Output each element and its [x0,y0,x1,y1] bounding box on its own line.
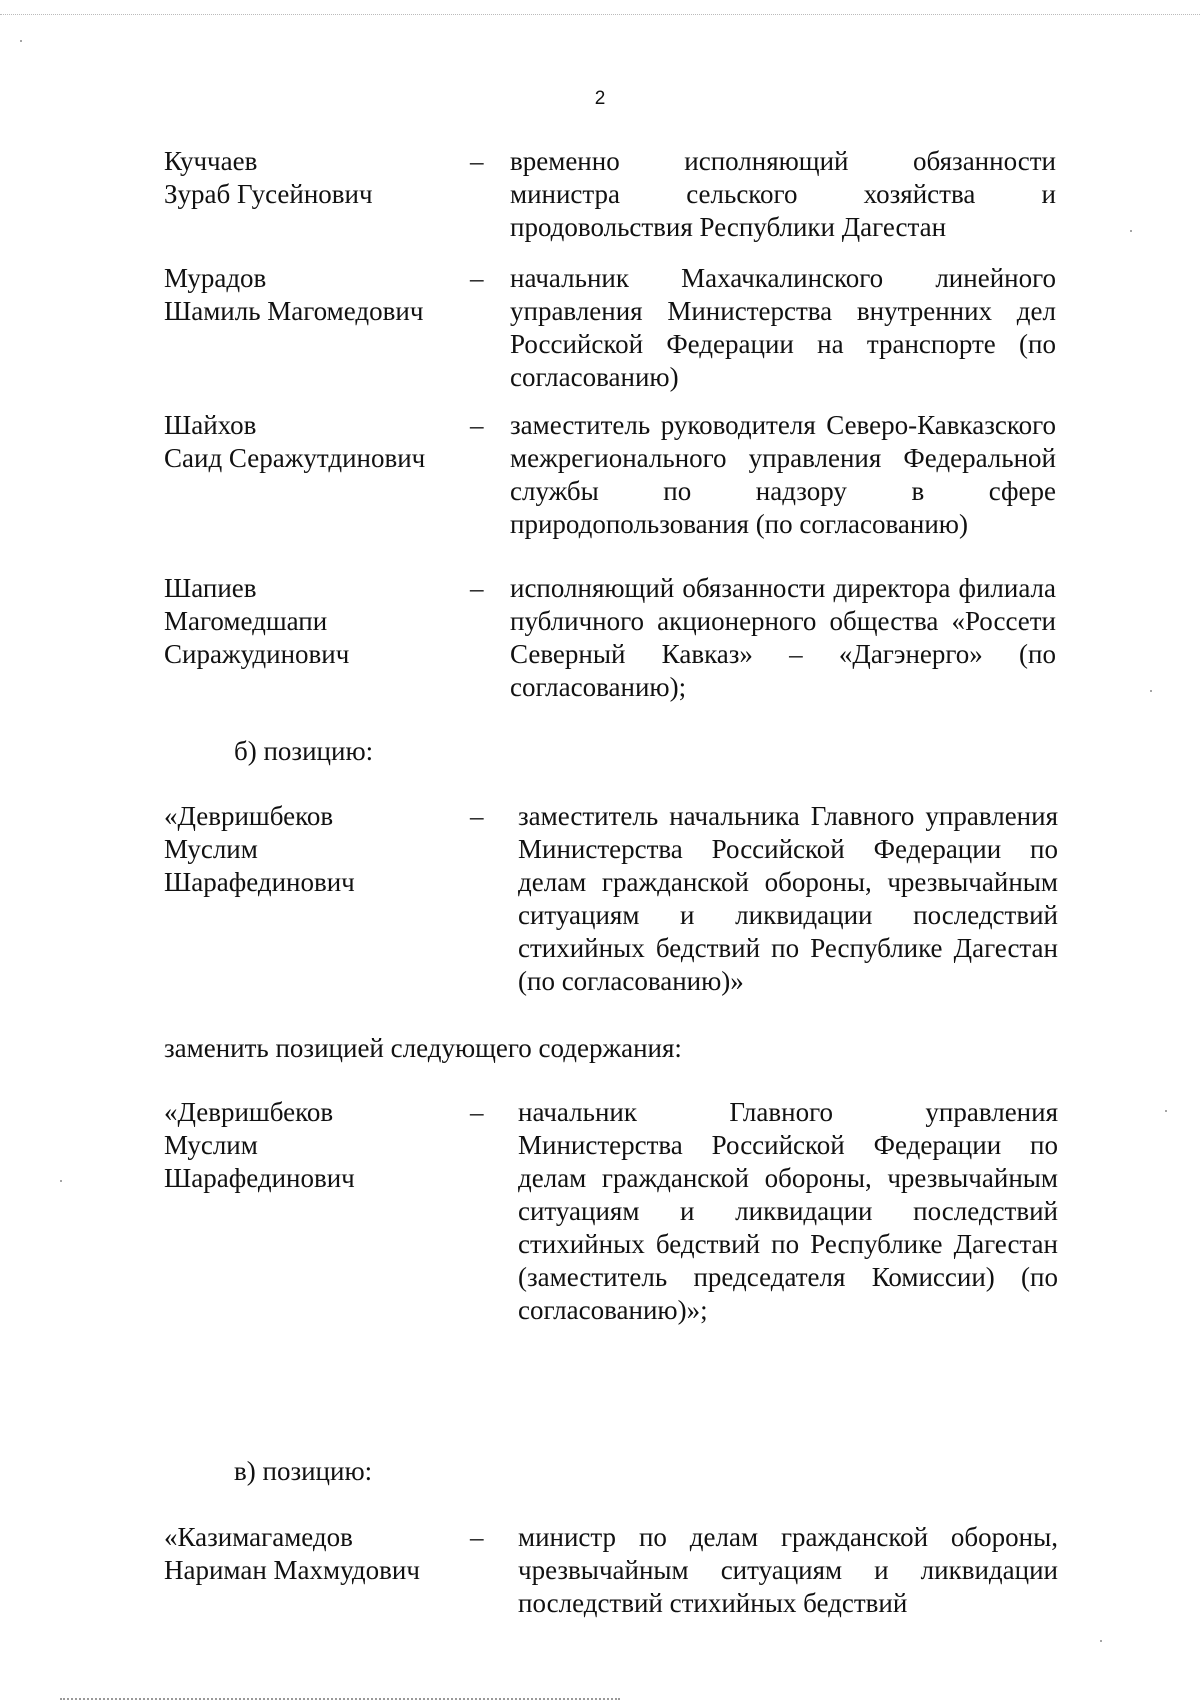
scan-speck [1150,690,1152,692]
member-name: Шапиев Магомедшапи Сиражудинович [164,573,350,669]
member-name: «Девришбеков Муслим Шарафединович [164,1097,355,1193]
member-name: Шайхов Саид Серажутдинович [164,410,426,473]
scan-speck [20,40,22,42]
member-position: исполняющий обязанности директора филиала публичного акционерного общества «Россети Северный Кавказ» – «Дагэнерго» (по согласованию); [510,573,1056,702]
member-name: Мурадов Шамиль Магомедович [164,263,424,326]
member-name: Куччаев Зураб Гусейнович [164,146,373,209]
dash-separator: – [470,573,484,603]
scan-speck [1100,1640,1102,1642]
member-name: «Казимагамедов Нариман Махмудович [164,1522,420,1585]
replace-instruction: заменить позицией следующего содержания: [164,1033,682,1063]
scan-speck [1165,1110,1167,1112]
section-b-heading: б) позицию: [234,736,374,766]
scan-edge-bottom [60,1698,620,1702]
scan-edge-top [0,0,1200,15]
section-c-heading: в) позицию: [234,1456,373,1486]
dash-separator: – [470,1522,484,1552]
scan-speck [60,1180,62,1182]
dash-separator: – [470,410,484,440]
member-position: временно исполняющий обязанности министра сельского хозяйства и продовольствия Республики Дагестан [510,146,1056,242]
dash-separator: – [470,801,484,831]
member-position: начальник Махачкалинского линейного управления Министерства внутренних дел Российской Федерации на транспорте (по согласованию) [510,263,1056,392]
member-position: министр по делам гражданской обороны, чрезвычайным ситуациям и ликвидации последствий стихийных бедствий [518,1522,1058,1618]
dash-separator: – [470,1097,484,1127]
member-position: заместитель начальника Главного управления Министерства Российской Федерации по делам гражданской обороны, чрезвычайным ситуациям и ликвидации последствий стихийных бедствий по Республике Дагестан (по согласованию)» [518,801,1058,996]
member-position: начальник Главного управления Министерства Российской Федерации по делам гражданской обороны, чрезвычайным ситуациям и ликвидации последствий стихийных бедствий по Республике Дагестан (заместитель председателя Комиссии) (по согласованию)»; [518,1097,1058,1325]
page-number: 2 [594,88,606,109]
dash-separator: – [470,146,484,176]
dash-separator: – [470,263,484,293]
scan-speck [1130,230,1132,232]
member-name: «Девришбеков Муслим Шарафединович [164,801,355,897]
member-position: заместитель руководителя Северо-Кавказского межрегионального управления Федеральной службы по надзору в сфере природопользования (по согласованию) [510,410,1056,539]
